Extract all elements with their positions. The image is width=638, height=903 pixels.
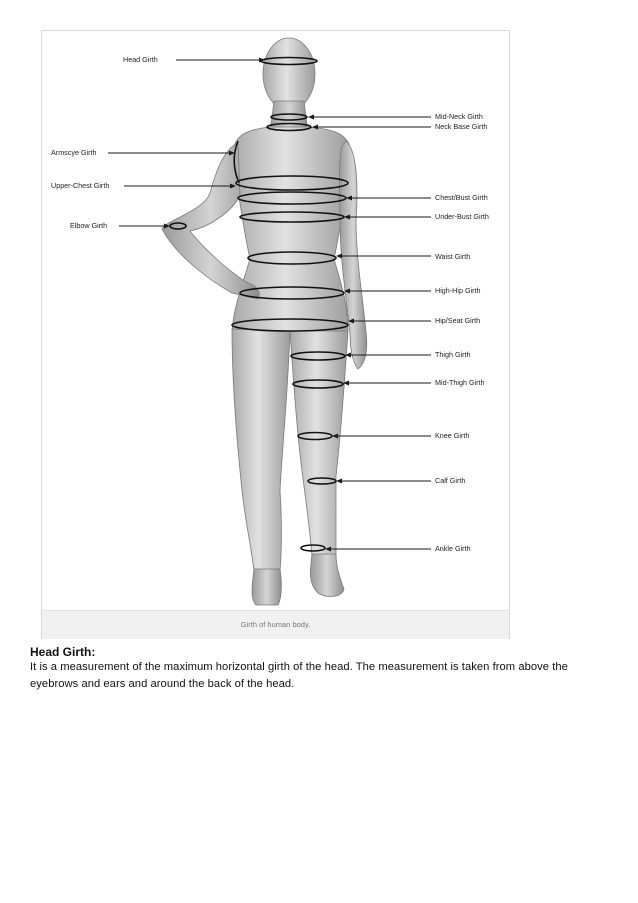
section-title: Head Girth: (30, 645, 96, 659)
label-under-bust-girth: Under-Bust Girth (435, 212, 489, 221)
mannequin-right-leg (290, 331, 348, 556)
label-high-hip-girth: High-Hip Girth (435, 286, 481, 295)
label-ankle-girth: Ankle Girth (435, 544, 471, 553)
mannequin-right-foot (310, 554, 344, 596)
label-mid-neck-girth: Mid-Neck Girth (435, 112, 483, 121)
label-thigh-girth: Thigh Girth (435, 350, 471, 359)
section-body: It is a measurement of the maximum horizontal girth of the head. The measurement is taken from above the eyebrows and ears and around the back of the head. (30, 661, 568, 690)
mannequin-left-foot (252, 569, 281, 605)
label-upper-chest-girth: Upper-Chest Girth (51, 181, 110, 190)
body-girth-diagram (42, 31, 509, 610)
caption-bar (42, 610, 509, 639)
figure (41, 30, 510, 639)
label-chest-bust-girth: Chest/Bust Girth (435, 193, 488, 202)
label-waist-girth: Waist Girth (435, 252, 471, 261)
mannequin-torso (232, 127, 350, 331)
label-neck-base-girth: Neck Base Girth (435, 122, 488, 131)
label-head-girth: Head Girth (123, 55, 158, 64)
label-hip-seat-girth: Hip/Seat Girth (435, 316, 481, 325)
label-calf-girth: Calf Girth (435, 476, 466, 485)
label-elbow-girth: Elbow Girth (70, 221, 108, 230)
label-mid-thigh-girth: Mid-Thigh Girth (435, 378, 485, 387)
label-armscye-girth: Armscye Girth (51, 148, 97, 157)
figure-caption: Girth of human body. (240, 620, 311, 629)
mannequin-left-leg (232, 329, 290, 571)
label-knee-girth: Knee Girth (435, 431, 470, 440)
mannequin-head (263, 38, 315, 110)
